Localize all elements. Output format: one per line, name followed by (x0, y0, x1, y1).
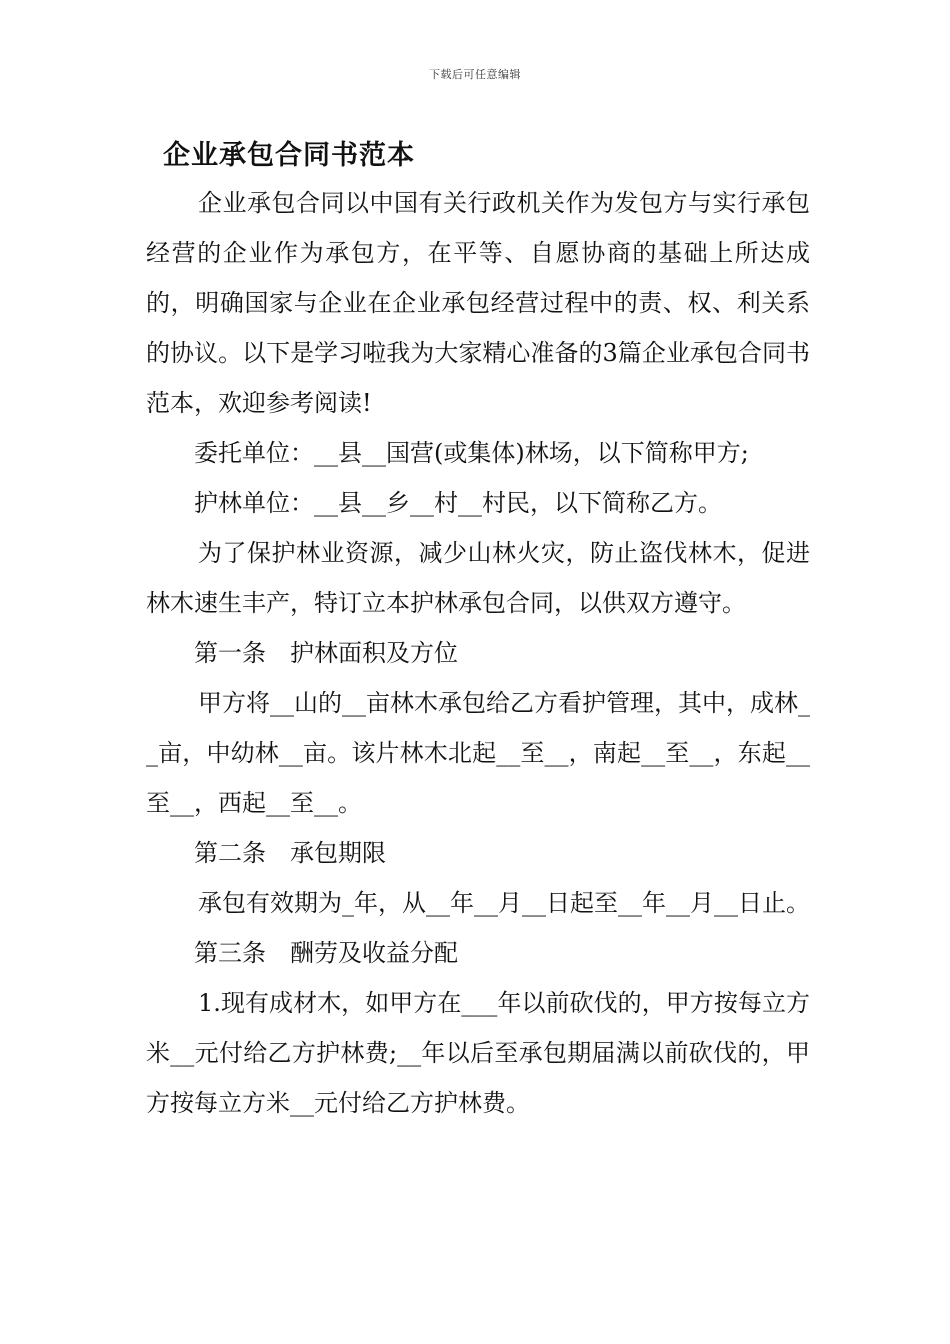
header-note: 下载后可任意编辑 (429, 68, 521, 81)
article-2-heading: 第二条 承包期限 (194, 839, 386, 867)
intro-paragraph: 企业承包合同以中国有关行政机关作为发包方与实行承包经营的企业作为承包方，在平等、自愿协商的基础上所达成的，明确国家与企业在企业承包经营过程中的责、权、利关系的协议。以下是学习啦我为大家精心准备的3篇企业承包合同书范本，欢迎参考阅读! (146, 189, 810, 417)
article-2-body: 承包有效期为_年，从__年__月__日起至__年__月__日止。 (198, 889, 810, 917)
article-1-heading: 第一条 护林面积及方位 (194, 639, 458, 667)
purpose-paragraph: 为了保护林业资源，减少山林火灾，防止盗伐林木，促进林木速生丰产，特订立本护林承包合同，以供双方遵守。 (146, 539, 810, 617)
article-3-heading: 第三条 酬劳及收益分配 (194, 939, 458, 967)
article-1-body: 甲方将__山的__亩林木承包给乙方看护管理，其中，成林__亩，中幼林__亩。该片林木北起__至__，南起__至__，东起__至__，西起__至__。 (146, 689, 810, 817)
article-3-item-1: 1.现有成材木，如甲方在___年以前砍伐的，甲方按每立方米__元付给乙方护林费;__年以后至承包期届满以前砍伐的，甲方按每立方米__元付给乙方护林费。 (146, 989, 810, 1117)
party-a-line: 委托单位：__县__国营(或集体)林场，以下简称甲方; (194, 439, 749, 467)
document-body (146, 178, 810, 1128)
party-b-line: 护林单位：__县__乡__村__村民，以下简称乙方。 (194, 489, 722, 517)
page-title: 企业承包合同书范本 (163, 140, 415, 171)
